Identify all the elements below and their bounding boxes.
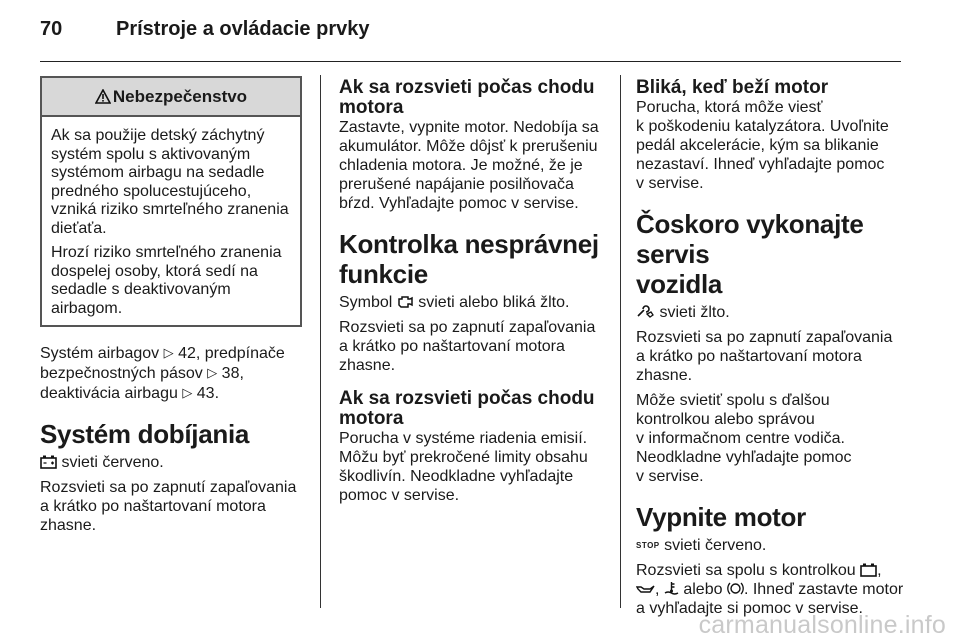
brake-system-icon — [727, 581, 744, 596]
cross-references: Systém airbagov ▷ 42, predpínače bezpečnostných pásov ▷ 38, deaktivácia airbagu ▷ 43. — [40, 345, 285, 402]
paragraph: Zastavte, vypnite motor. Nedobíja sa akumulátor. Môže dôjsť k prerušeniu chladenia motora. Je možné, že je prerušené napájanie posilňovača bŕzd. Vyhľadajte pomoc v servise. — [339, 119, 599, 212]
warning-title: Nebezpečenstvo — [112, 87, 248, 106]
section-heading: Kontrolka nesprávnej funkcie — [339, 229, 599, 289]
engine-check-icon — [397, 294, 414, 309]
warning-triangle-icon — [95, 89, 111, 104]
paragraph: Rozsvieti sa po zapnutí zapaľovania a krátko po naštartovaní motora zhasne. — [40, 479, 297, 534]
page-title: Prístroje a ovládacie prvky — [116, 18, 370, 40]
section-heading: Vypnite motor — [636, 502, 806, 532]
page-ref-icon[interactable]: ▷ — [207, 365, 218, 380]
warning-paragraph: Hrozí riziko smrteľného zranenia dospelej osoby, ktorá sedí na sedadle s deaktivovaným airbagom. — [51, 244, 282, 317]
wrench-service-icon — [636, 305, 655, 319]
warning-body — [42, 117, 300, 325]
paragraph: Symbol svieti alebo bliká žlto. — [339, 294, 570, 311]
paragraph: svieti červeno. — [40, 453, 302, 472]
battery-icon — [40, 455, 57, 469]
paragraph: Rozsvieti sa po zapnutí zapaľovania a krátko po naštartovaní motora zhasne. — [339, 319, 596, 374]
coolant-temperature-icon — [664, 581, 679, 596]
paragraph: svieti žlto. — [636, 303, 908, 322]
column-2 — [339, 78, 609, 511]
watermark: carmanualsonline.info — [698, 611, 946, 639]
page-ref-icon[interactable]: ▷ — [163, 345, 174, 360]
header-rule — [40, 61, 901, 62]
page-number: 70 — [40, 18, 63, 40]
oil-pressure-icon — [636, 583, 655, 596]
warning-header — [42, 78, 300, 117]
stop-icon: STOP — [636, 541, 660, 550]
paragraph: Rozsvieti sa po zapnutí zapaľovania a krátko po naštartovaní motora zhasne. — [636, 329, 893, 384]
battery-icon — [860, 563, 877, 577]
column-divider — [620, 75, 621, 608]
warning-paragraph: Ak sa použije detský záchytný systém spolu s aktivovaným systémom airbagu na sedadle predného spolucestujúceho, vzniká riziko smrteľného zranenia dieťaťa. — [51, 127, 289, 237]
section-heading: Čoskoro vykonajte servis vozidla — [636, 209, 864, 299]
page-header — [40, 18, 369, 41]
page-ref-icon[interactable]: ▷ — [182, 385, 193, 400]
section-heading: Systém dobíjania — [40, 419, 250, 449]
paragraph: STOP svieti červeno. — [636, 537, 767, 554]
paragraph: Porucha, ktorá môže viesť k poškodeniu katalyzátora. Uvoľnite pedál akcelerácie, kým sa blikanie nezastaví. Ihneď vyhľadajte pomoc v servise. — [636, 99, 889, 192]
paragraph: Môže svietiť spolu s ďalšou kontrolkou alebo správou v informačnom centre vodiča. Neodkladne vyhľadajte pomoc v servise. — [636, 392, 852, 485]
warning-box — [40, 76, 302, 327]
subsection-heading: Ak sa rozsvieti počas chodu motora — [339, 77, 595, 118]
subsection-heading: Bliká, keď beží motor — [636, 77, 829, 98]
column-1 — [40, 76, 302, 541]
subsection-heading: Ak sa rozsvieti počas chodu motora — [339, 388, 595, 429]
paragraph: Porucha v systéme riadenia emisií. Môžu byť prekročené limity obsahu škodlivín. Neodkladne vyhľadajte pomoc v servise. — [339, 430, 588, 504]
column-3 — [636, 78, 908, 624]
column-divider — [320, 75, 321, 608]
paragraph: Rozsvieti sa spolu s kontrolkou , , alebo . Ihneď zastavte motor a vyhľadajte si pomoc v servise. — [636, 562, 904, 617]
